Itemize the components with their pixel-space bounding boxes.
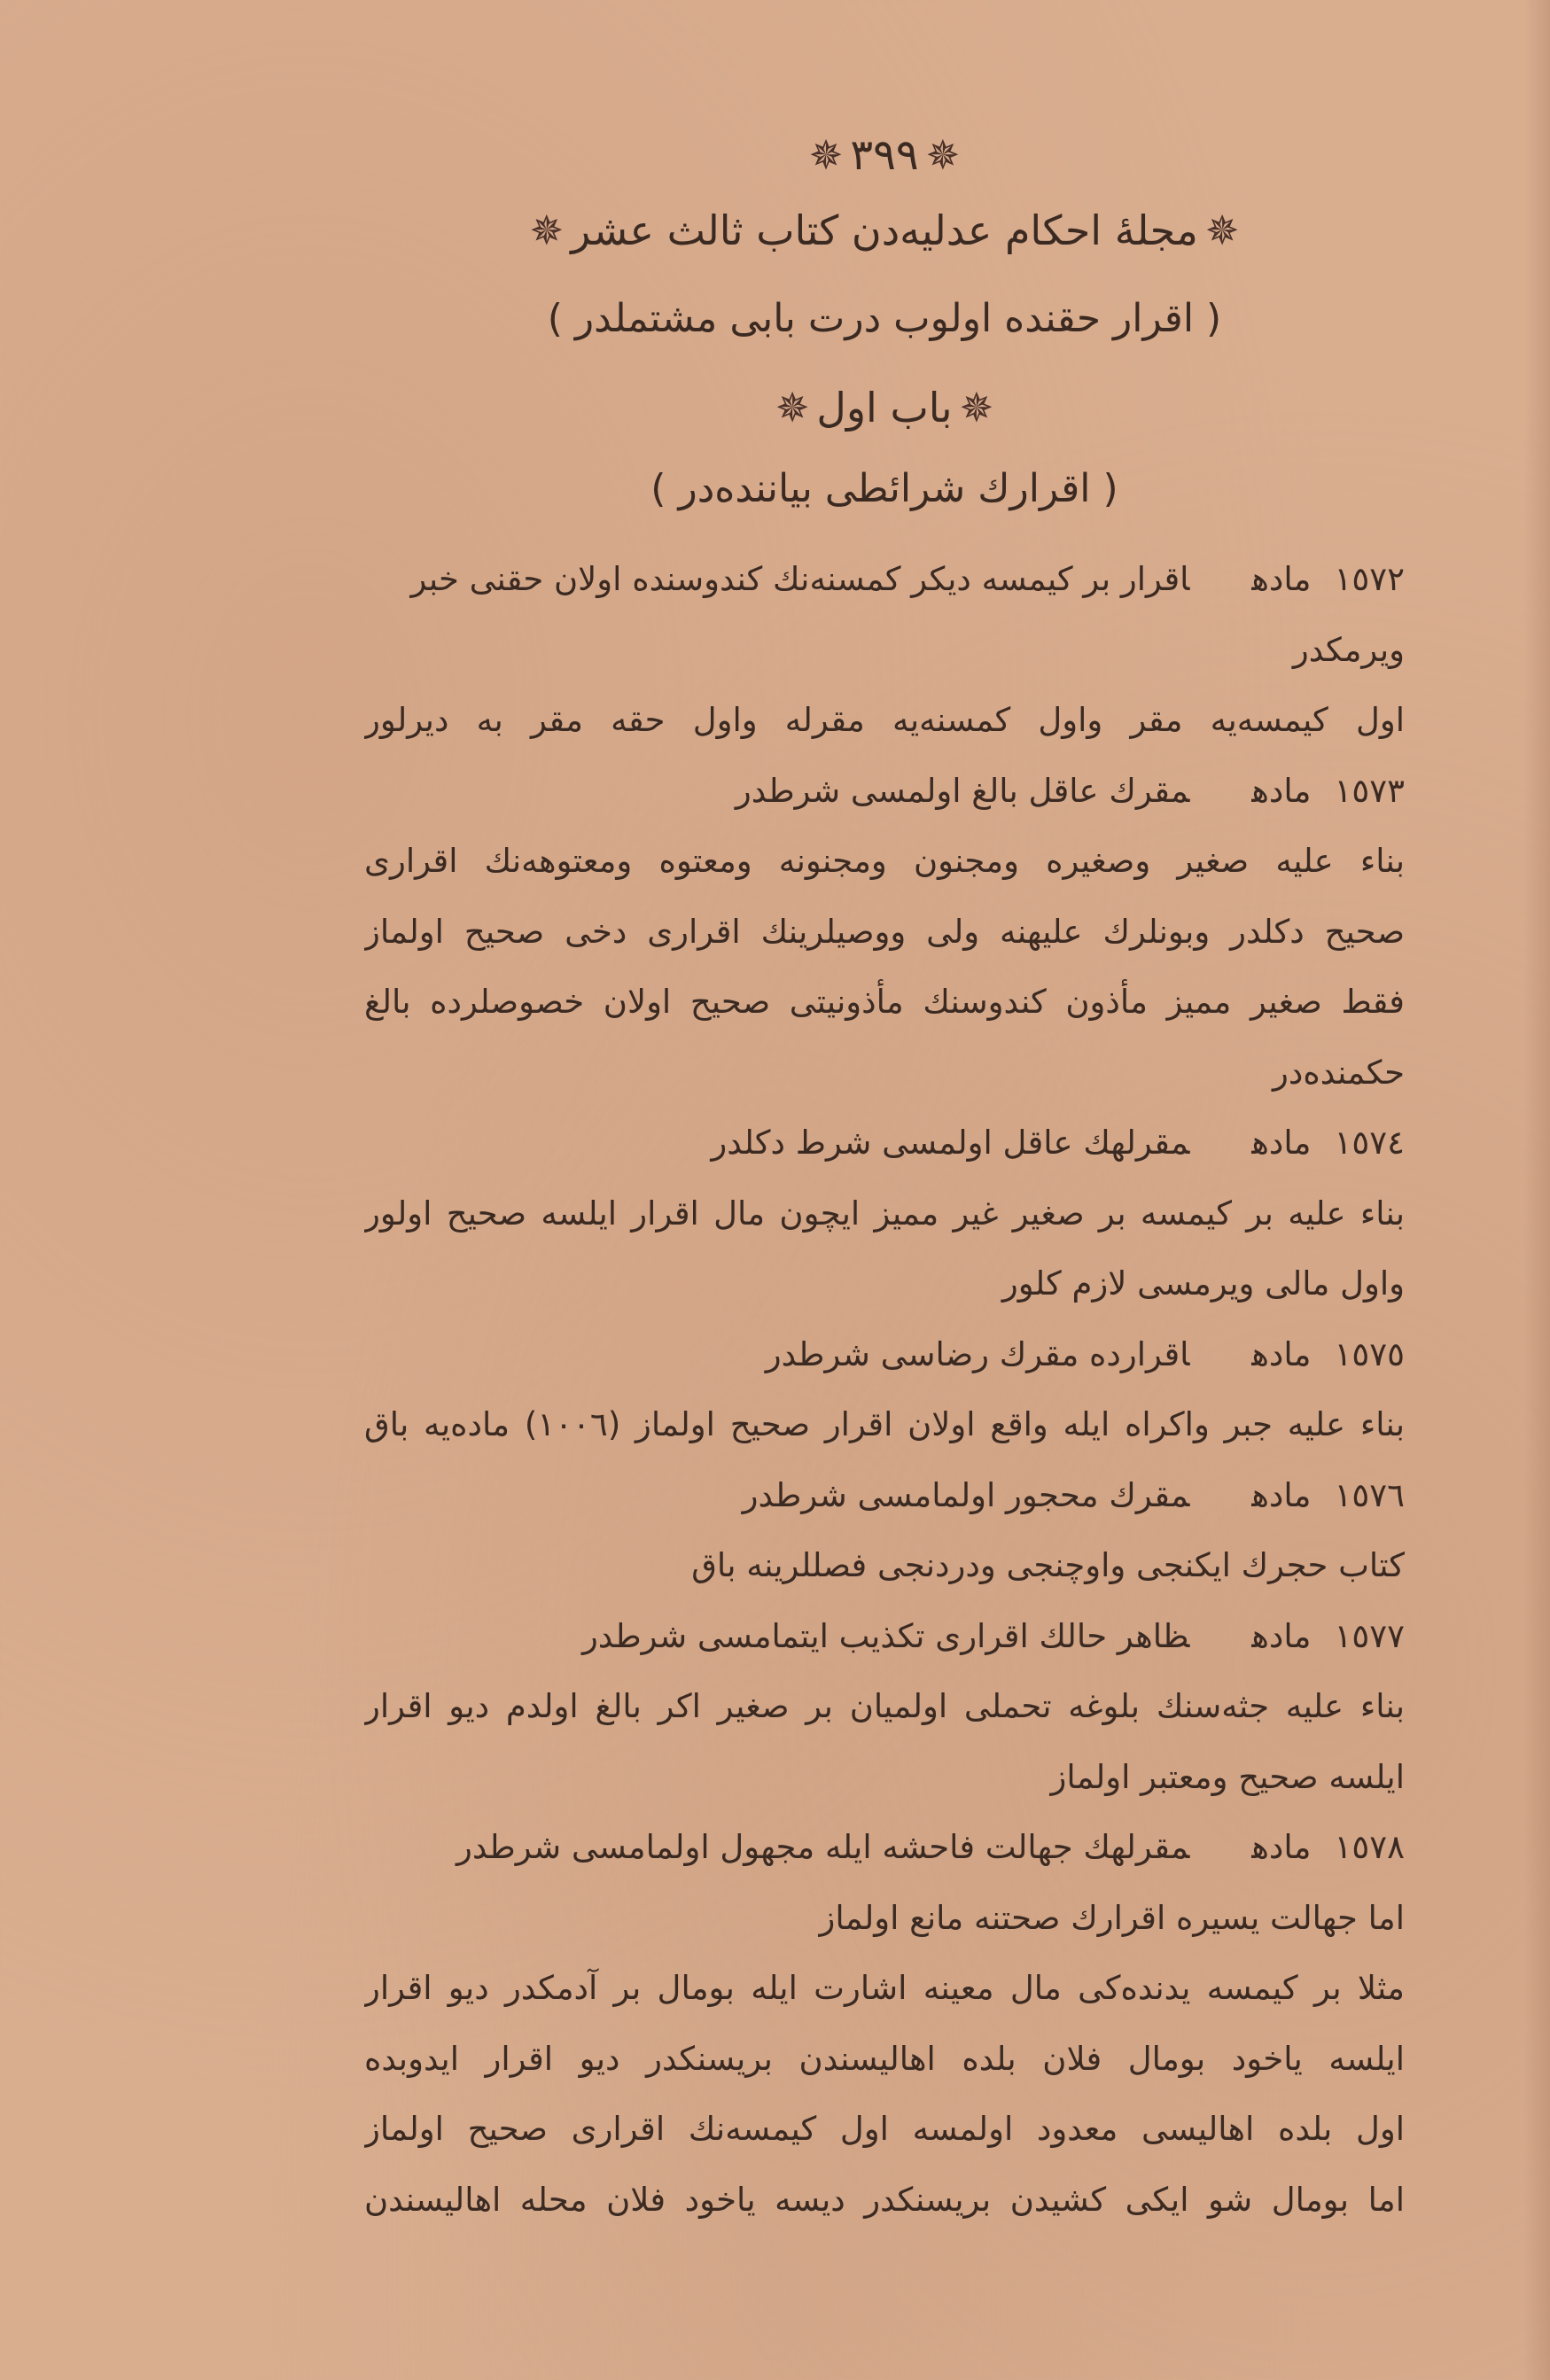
article-line xyxy=(364,1601,1405,1672)
article-label: ماده xyxy=(1251,1616,1312,1655)
text-line: مثلا بر كيمسه يدنده‌كى مال معينه اشارت ايله بومال بر آدمكدر ديو اقرار xyxy=(364,1969,1405,2007)
article-text: اقرارده مقرك رضاسى شرطدر xyxy=(765,1334,1190,1373)
page-number xyxy=(0,124,1550,186)
text-line: بناء عليه بر كيمسه بر صغير غير مميز ايچون مال اقرار ايلسه صحيح اولور xyxy=(364,1194,1405,1233)
ornament-icon: ✵ xyxy=(959,384,994,432)
article-text: ظاهر حالك اقرارى تكذيب ايتمامسى شرطدر xyxy=(581,1616,1190,1655)
article-text: مقرلهك عاقل اولمسى شرط دكلدر xyxy=(711,1124,1190,1162)
article-line xyxy=(364,1812,1405,1883)
article-number: ١٥٧٧ xyxy=(1334,1616,1405,1655)
book-title-text: مجلهٔ احكام عدليه‌دن كتاب ثالث عشر xyxy=(571,206,1198,254)
article-number: ١٥٧٥ xyxy=(1334,1334,1405,1373)
article-text: مقرلهك جهالت فاحشه ايله مجهول اولمامسى شرطدر xyxy=(456,1828,1190,1866)
text-line: صحيح دكلدر وبونلرك عليهنه ولى ووصيلرينك اقرارى دخى صحيح اولماز xyxy=(364,912,1405,951)
text-line: اول بلده اهاليسى معدود اولمسه اول كيمسه‌نك اقرارى صحيح اولماز xyxy=(364,2110,1405,2148)
article-line xyxy=(364,756,1405,827)
ornament-icon: ✵ xyxy=(925,131,961,179)
article-label: ماده xyxy=(1251,771,1312,810)
ornament-icon: ✵ xyxy=(1204,206,1240,254)
ornament-icon: ✵ xyxy=(529,206,565,254)
article-label: ماده xyxy=(1251,1124,1312,1162)
text-line: واول مالى ويرمسى لازم كلور xyxy=(1001,1264,1405,1303)
chapter-title-text: باب اول xyxy=(816,384,953,432)
book-subtitle-text: ( اقرار حقنده اولوب درت بابى مشتملدر ) xyxy=(547,296,1222,341)
article-label: ماده xyxy=(1251,1334,1312,1373)
text-line: حكمنده‌در xyxy=(1272,1053,1405,1092)
text-line: ايلسه ياخود بومال فلان بلده اهاليسندن بريسنكدر ديو اقرار ايدوبده xyxy=(364,2039,1405,2078)
article-label: ماده xyxy=(1251,1475,1312,1514)
article-text: مقرك عاقل بالغ اولمسى شرطدر xyxy=(735,771,1190,810)
ornament-icon: ✵ xyxy=(775,384,810,432)
page-number-text: ٣٩٩ xyxy=(850,130,919,180)
article-line xyxy=(364,1108,1405,1178)
ornament-icon: ✵ xyxy=(808,131,844,179)
article-number: ١٥٧٤ xyxy=(1334,1124,1405,1162)
text-line: اما جهالت يسيره اقرارك صحتنه مانع اولماز xyxy=(819,1898,1405,1937)
article-text: اقرار بر كيمسه ديكر كمسنه‌نك كندوسنده اولان حقنى خبر xyxy=(410,560,1190,598)
article-label: ماده xyxy=(1251,560,1312,598)
article-label: ماده xyxy=(1251,1828,1312,1866)
text-line: ويرمكدر xyxy=(1292,630,1405,669)
chapter-subtitle xyxy=(0,454,1550,525)
article-line xyxy=(364,1319,1405,1390)
book-title xyxy=(0,195,1550,266)
text-line: ايلسه صحيح ومعتبر اولماز xyxy=(1050,1757,1405,1796)
article-number: ١٥٧٣ xyxy=(1334,771,1405,810)
book-subtitle xyxy=(0,284,1550,354)
article-number: ١٥٧٦ xyxy=(1334,1475,1405,1514)
article-number: ١٥٧٨ xyxy=(1334,1828,1405,1866)
chapter-subtitle-text: ( اقرارك شرائطى بياننده‌در ) xyxy=(650,466,1118,511)
text-line: بناء عليه صغير وصغيره ومجنون ومجنونه ومعتوه ومعتوهه‌نك اقرارى xyxy=(364,842,1405,880)
chapter-title xyxy=(0,372,1550,443)
page-edge-shadow xyxy=(1523,0,1550,2380)
text-line: اول كيمسه‌يه مقر واول كمسنه‌يه مقرله واول حقه مقر به ديرلور xyxy=(364,701,1405,739)
text-line: بناء عليه جثه‌سنك بلوغه تحملى اولميان بر صغير اكر بالغ اولدم ديو اقرار xyxy=(364,1687,1405,1725)
text-line: اما بومال شو ايكى كشيدن بريسنكدر ديسه ياخود فلان محله اهاليسندن xyxy=(364,2180,1405,2219)
article-text: مقرك محجور اولمامسى شرطدر xyxy=(742,1475,1190,1514)
article-line xyxy=(364,1460,1405,1531)
text-line: كتاب حجرك ايكنجى واوچنجى ودردنجى فصللرينه باق xyxy=(691,1546,1405,1584)
article-line xyxy=(364,544,1405,615)
text-line: بناء عليه جبر واكراه ايله واقع اولان اقرار صحيح اولماز (١٠٠٦) ماده‌يه باق xyxy=(364,1405,1405,1443)
article-number: ١٥٧٢ xyxy=(1334,560,1405,598)
text-line: فقط صغير مميز مأذون كندوسنك مأذونيتى صحيح اولان خصوصلرده بالغ xyxy=(364,983,1405,1021)
